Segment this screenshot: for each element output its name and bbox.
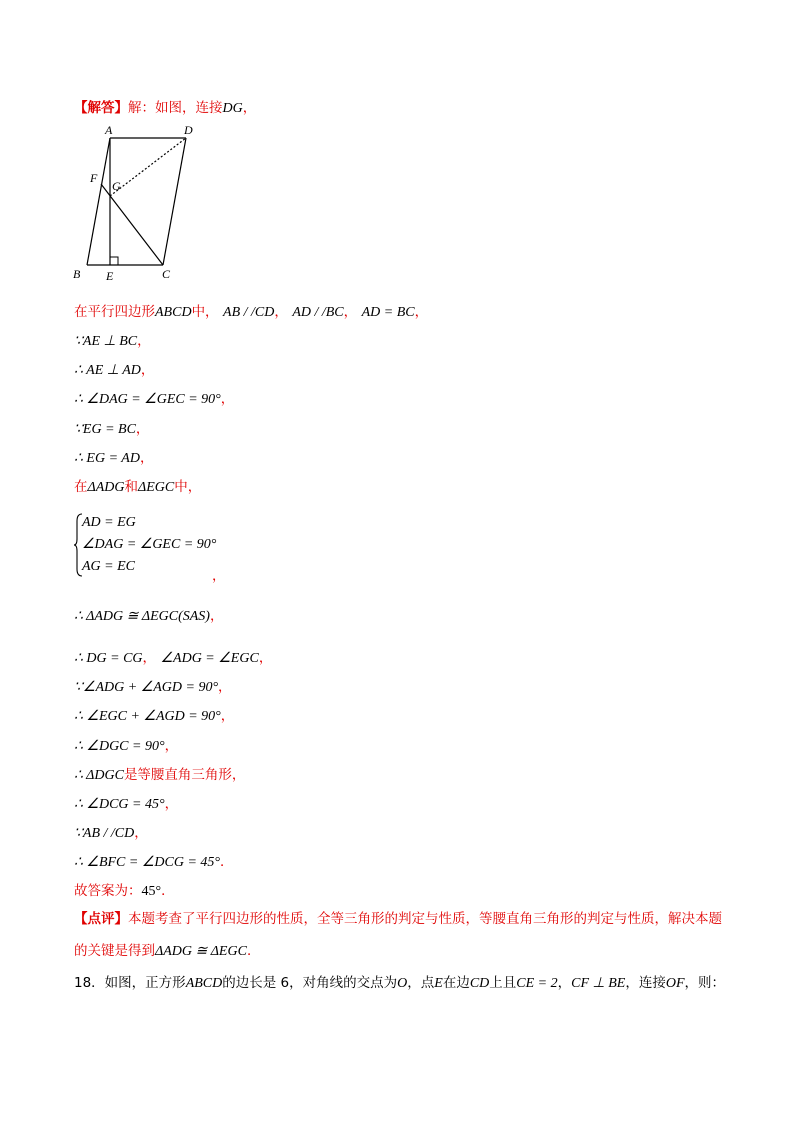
system-row-2 (82, 534, 216, 555)
text-red: ， (164, 796, 179, 812)
proof-line-5 (74, 419, 149, 440)
math: ∵AE ⊥ BC (74, 334, 138, 349)
text-red: ， (414, 304, 429, 320)
label-g: G (112, 179, 121, 193)
comment-paragraph (74, 903, 734, 968)
text-red: ， (218, 679, 232, 695)
text-red: ． (161, 883, 175, 899)
proof-line-15 (74, 823, 148, 844)
math: CD (469, 976, 490, 991)
math: O (397, 976, 408, 991)
math: ∵AB / /CD (74, 826, 135, 841)
math: ∴ ∠DAG = ∠GEC = 90° (74, 392, 221, 407)
text-red: ， (220, 391, 235, 407)
math: ABCD (155, 305, 192, 320)
text-red: ， (135, 421, 150, 437)
text-red: ， (220, 708, 235, 724)
label-c: C (162, 267, 171, 281)
proof-line-10 (74, 677, 232, 698)
math: ∴ ∠BFC = ∠DCG = 45° (74, 855, 221, 870)
text-red: ， (343, 304, 358, 320)
label-d: D (184, 123, 193, 137)
text-red: ， (258, 650, 273, 666)
text: 在边 (442, 975, 470, 991)
answer-value: 45° (141, 884, 162, 899)
label-e: E (106, 269, 114, 283)
text: ，则： (684, 975, 725, 991)
proof-line-11 (74, 706, 234, 727)
label-b: B (73, 267, 81, 281)
text-red: ， (209, 608, 224, 624)
text-red: ， (274, 304, 288, 320)
math: AD = BC (361, 305, 415, 320)
math: ΔEGC (138, 480, 175, 495)
text: 上且 (489, 975, 517, 991)
text-red: 中， (174, 479, 202, 495)
proof-line-4 (74, 389, 234, 410)
math: ∠ADG = ∠EGC (160, 651, 259, 666)
text-red: ， (139, 450, 154, 466)
text: 的边长是 6，对角线的交点为 (222, 975, 398, 991)
text-red: ． (220, 854, 234, 870)
right-angle-mark (110, 257, 118, 265)
text: ， (557, 975, 572, 991)
solution-tag: 【解答】 (74, 100, 128, 116)
text: ，连接 (625, 975, 666, 991)
proof-line-12 (74, 736, 178, 757)
solution-intro-end: ， (242, 100, 257, 116)
solution-intro: 解：如图，连接 (128, 100, 223, 116)
text-red: ． (246, 943, 261, 959)
proof-line-6 (74, 448, 153, 469)
answer-line (74, 881, 175, 902)
math: ΔADG ≅ ΔEGC (155, 944, 247, 959)
text-red: 中， (191, 304, 219, 320)
label-a: A (105, 123, 113, 137)
math: AD = EG (82, 515, 136, 530)
text-red: 和 (124, 479, 138, 495)
math: ∴ DG = CG (74, 651, 143, 666)
math: ∴ ΔDGC (74, 768, 124, 783)
math: ∴ AE ⊥ AD (74, 363, 141, 378)
system-row-1 (82, 512, 136, 533)
proof-line-7 (74, 477, 201, 498)
system-end (212, 566, 226, 586)
proof-line-13 (74, 765, 245, 786)
proof-line-14 (74, 794, 178, 815)
text-red: 在 (74, 479, 88, 495)
math: ∴ ΔADG ≅ ΔEGC(SAS) (74, 609, 210, 624)
math: ∴ ∠DCG = 45° (74, 797, 165, 812)
text-red: ， (134, 825, 148, 841)
text-red: ， (142, 650, 157, 666)
problem-number: 18．如图，正方形 (74, 975, 186, 991)
math: E (434, 976, 443, 991)
text: ，点 (407, 975, 435, 991)
math: ABCD (185, 976, 223, 991)
text-red: 在平行四边形 (74, 304, 155, 320)
math: CE = 2 (516, 976, 558, 991)
proof-line-9 (74, 648, 272, 669)
text-red: ， (140, 362, 155, 378)
proof-line-16 (74, 852, 234, 873)
math: ∴ ∠EGC + ∠AGD = 90° (74, 709, 221, 724)
text-red: ， (164, 738, 179, 754)
segment-gd (110, 138, 186, 196)
math: ∴ ∠DGC = 90° (74, 739, 165, 754)
math: AD / /BC (292, 305, 344, 320)
math: ∵EG = BC (74, 422, 136, 437)
math: ∠DAG = ∠GEC = 90° (82, 537, 217, 552)
math: ∴ EG = AD (74, 451, 140, 466)
proof-line-8 (74, 606, 223, 627)
math: AB / /CD (223, 305, 275, 320)
parallelogram-figure (70, 120, 200, 285)
comment-text: 本题考查了平行四边形的性质，全等三角形的判定与性质，等腰直角三角形的判定与性质，解决本题的关键是得到 (74, 911, 722, 959)
math: AG = EC (82, 559, 135, 574)
text-red: ， (137, 333, 151, 349)
math: OF (665, 976, 685, 991)
solution-header (74, 98, 256, 119)
math: CF ⊥ BE (571, 976, 626, 991)
segment-ab (87, 138, 110, 265)
math: ΔADG (87, 480, 125, 495)
label-f: F (90, 171, 98, 185)
text-red: ， (212, 568, 226, 584)
math: ∵∠ADG + ∠AGD = 90° (74, 680, 219, 695)
segment-dc (163, 138, 186, 265)
system-row-3 (82, 556, 135, 577)
problem-18 (74, 968, 734, 999)
proof-line-1 (74, 302, 428, 323)
comment-tag: 【点评】 (74, 911, 128, 927)
solution-intro-math: DG (222, 101, 243, 116)
answer-label: 故答案为： (74, 883, 142, 899)
proof-line-2 (74, 331, 151, 352)
text-red: 是等腰直角三角形， (123, 767, 246, 783)
proof-line-3 (74, 360, 154, 381)
